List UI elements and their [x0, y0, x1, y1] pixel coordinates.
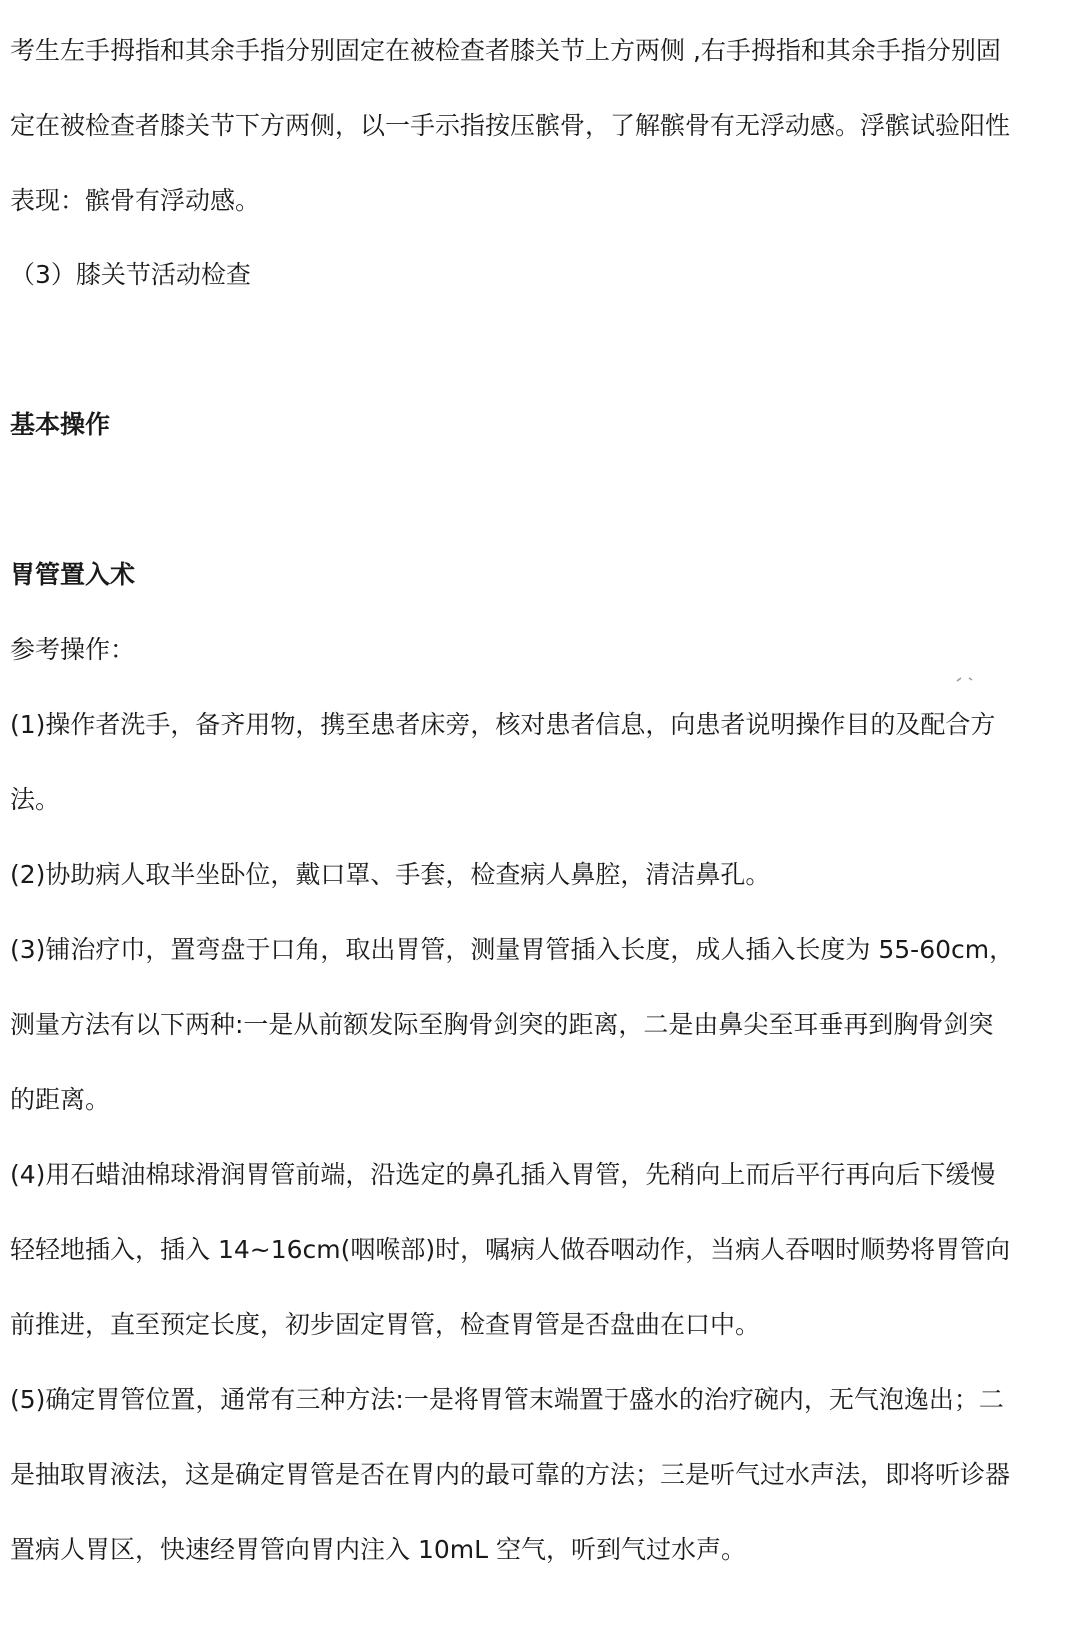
text-line: 定在被检查者膝关节下方两侧，以一手示指按压髌骨，了解髌骨有无浮动感。浮髌试验阳性: [10, 111, 1011, 140]
text-line: 表现：髌骨有浮动感。: [10, 186, 261, 215]
step-3-line: (3)铺治疗巾，置弯盘于口角，取出胃管，测量胃管插入长度，成人插入长度为 55-60cm，: [10, 935, 1015, 964]
step-3-line: 的距离。: [10, 1085, 111, 1114]
step-1-line: 法。: [10, 785, 61, 814]
text-line: 考生左手拇指和其余手指分别固定在被检查者膝关节上方两侧 ,右手拇指和其余手指分别固: [10, 36, 1001, 65]
reference-label: 参考操作：: [10, 635, 136, 664]
list-item-knee-activity: （3）膝关节活动检查: [10, 260, 251, 289]
step-5-line: (5)确定胃管位置，通常有三种方法:一是将胃管末端置于盛水的治疗碗内，无气泡逸出；二: [10, 1385, 1004, 1414]
step-5-line: 是抽取胃液法，这是确定胃管是否在胃内的最可靠的方法；三是听气过水声法，即将听诊器: [10, 1460, 1011, 1489]
step-3-line: 测量方法有以下两种:一是从前额发际至胸骨剑突的距离，二是由鼻尖至耳垂再到胸骨剑突: [10, 1010, 994, 1039]
step-4-line: 轻轻地插入，插入 14~16cm(咽喉部)时，嘱病人做吞咽动作，当病人吞咽时顺势将胃管向: [10, 1235, 1011, 1264]
section-heading-basic-operation: 基本操作: [10, 410, 111, 439]
step-1-line: (1)操作者洗手，备齐用物，携至患者床旁，核对患者信息，向患者说明操作目的及配合方: [10, 710, 996, 739]
step-4-line: (4)用石蜡油棉球滑润胃管前端，沿选定的鼻孔插入胃管，先稍向上而后平行再向后下缓慢: [10, 1160, 996, 1189]
section-heading-gastric-tube: 胃管置入术: [10, 560, 136, 589]
step-2-line: (2)协助病人取半坐卧位，戴口罩、手套，检查病人鼻腔，清洁鼻孔。: [10, 860, 771, 889]
step-4-line: 前推进，直至预定长度，初步固定胃管，检查胃管是否盘曲在口中。: [10, 1310, 761, 1339]
stray-mark-icon: [955, 675, 975, 683]
step-5-line: 置病人胃区，快速经胃管向胃内注入 10mL 空气，听到气过水声。: [10, 1535, 746, 1564]
